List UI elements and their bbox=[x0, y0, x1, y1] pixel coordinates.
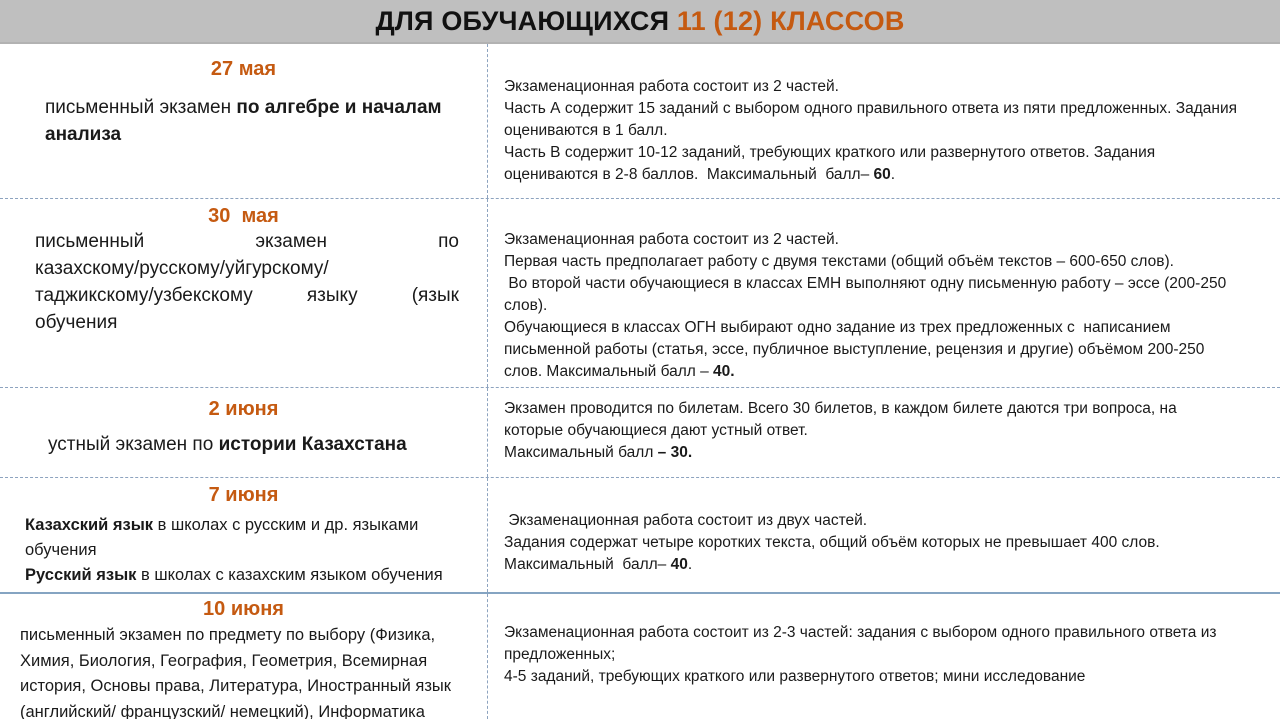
exam-date-cell bbox=[0, 478, 487, 592]
description-text: Часть В содержит 10-12 заданий, требующих краткого или развернутого ответов. Задания оцениваются в 2-8 баллов. Максимальный балл– bbox=[504, 144, 1160, 183]
exam-subject-bold: Казахский язык bbox=[25, 516, 154, 534]
description-line bbox=[504, 273, 1238, 317]
description-text: Экзаменационная работа состоит из 2 частей. bbox=[504, 231, 839, 248]
exam-date-cell bbox=[0, 44, 487, 198]
max-score-value: 60 bbox=[873, 166, 891, 183]
description-text: Задания содержат четыре коротких текста, общий объём которых не превышает 400 слов. bbox=[504, 534, 1160, 551]
description-text: . bbox=[687, 556, 693, 573]
description-line bbox=[504, 317, 1238, 383]
exam-subject bbox=[0, 513, 487, 563]
description-text: Первая часть предполагает работу с двумя текстами (общий объём текстов – 600-650 слов). bbox=[504, 253, 1174, 270]
description-line bbox=[504, 229, 1238, 251]
max-score-value: – 30. bbox=[657, 444, 693, 461]
description-line bbox=[504, 510, 1238, 532]
exam-subject-text: в школах с казахским языком обучения bbox=[136, 566, 443, 584]
exam-subject-line: таджикскому/узбекскому языку (язык bbox=[35, 285, 459, 306]
exam-date: 30 мая bbox=[208, 205, 279, 227]
description-line bbox=[504, 622, 1238, 666]
exam-description-cell bbox=[487, 478, 1280, 592]
exam-date: 10 июня bbox=[203, 598, 284, 620]
exam-date-cell bbox=[0, 199, 487, 387]
table-row-7-june bbox=[0, 478, 1280, 594]
exam-subject bbox=[0, 623, 487, 719]
exam-subject-line: казахскому/русскому/уйгурскому/ bbox=[35, 258, 329, 279]
max-score-value: 40. bbox=[713, 363, 735, 380]
exam-subject-line: письменный экзамен по bbox=[35, 231, 459, 252]
exam-description-cell bbox=[487, 44, 1280, 198]
description-line bbox=[504, 442, 1238, 464]
exam-subject-bold: истории Казахстана bbox=[218, 434, 407, 455]
exam-subject-line: обучения bbox=[35, 312, 118, 333]
title-text: ДЛЯ ОБУЧАЮЩИХСЯ bbox=[375, 5, 677, 36]
exam-date: 27 мая bbox=[210, 58, 277, 80]
table-row-2-june bbox=[0, 388, 1280, 478]
exam-subject bbox=[0, 94, 487, 148]
exam-description-cell bbox=[487, 594, 1280, 719]
description-line bbox=[504, 76, 1238, 98]
exam-subject bbox=[0, 563, 487, 588]
description-text: Максимальный балл– bbox=[504, 556, 671, 573]
exam-subject bbox=[0, 431, 487, 458]
page-title bbox=[375, 6, 904, 37]
exam-date-cell bbox=[0, 388, 487, 477]
description-text: Экзамен проводится по билетам. Всего 30 билетов, в каждом билете даются три вопроса, на которые обучающиеся дают устный ответ. bbox=[504, 400, 1182, 439]
exam-date: 2 июня bbox=[208, 398, 279, 420]
description-text: Экзаменационная работа состоит из 2 частей. bbox=[504, 78, 839, 95]
exam-subject-text: устный экзамен по bbox=[48, 434, 219, 455]
exam-subject-text: письменный экзамен bbox=[45, 97, 237, 118]
exam-date-cell bbox=[0, 594, 487, 719]
description-text: Во второй части обучающиеся в классах ЕМН выполняют одну письменную работу – эссе (200-250 слов). bbox=[504, 275, 1231, 314]
exam-description-cell bbox=[487, 199, 1280, 387]
description-line bbox=[504, 142, 1238, 186]
exam-subject-text: письменный экзамен по предмету по выбору (Физика, Химия, Биология, География, Геометрия, Всемирная история, Основы права, Литература, Иностранный язык (английский/ французский/ немецкий), Информатика bbox=[20, 626, 456, 719]
max-score-value: 40 bbox=[670, 556, 688, 573]
description-text: Экзаменационная работа состоит из 2-3 частей: задания с выбором одного правильного ответа из предложенных; bbox=[504, 624, 1221, 663]
exam-subject-bold: по алгебре и началам анализа bbox=[45, 97, 447, 145]
description-text: Экзаменационная работа состоит из двух частей. bbox=[504, 512, 868, 529]
description-line bbox=[504, 251, 1238, 273]
slide-header bbox=[0, 0, 1280, 44]
description-text: 4-5 заданий, требующих краткого или развернутого ответов; мини исследование bbox=[504, 668, 1086, 685]
description-text: Максимальный балл bbox=[504, 444, 658, 461]
exam-date: 7 июня bbox=[208, 484, 279, 506]
description-line bbox=[504, 666, 1238, 688]
description-line bbox=[504, 554, 1238, 576]
description-line bbox=[504, 98, 1242, 142]
description-text: Часть А содержит 15 заданий с выбором одного правильного ответа из пяти предложенных. Задания оцениваются в 1 балл. bbox=[504, 100, 1242, 139]
exam-description-cell bbox=[487, 388, 1280, 477]
description-text: . bbox=[890, 166, 896, 183]
exam-schedule-table bbox=[0, 44, 1280, 719]
description-line bbox=[504, 398, 1238, 442]
title-grade-highlight: 11 (12) КЛАССОВ bbox=[676, 5, 905, 36]
table-row-30-may bbox=[0, 199, 1280, 388]
description-text: Обучающиеся в классах ОГН выбирают одно задание из трех предложенных с написанием письменной работы (статья, эссе, публичное выступление, рецензия и другие) объёмом 200-250 слов. Максимальный балл – bbox=[504, 319, 1209, 380]
table-row-27-may bbox=[0, 44, 1280, 199]
exam-subject-text: в школах с русским и др. языками обучения bbox=[25, 516, 423, 559]
description-line bbox=[504, 532, 1238, 554]
table-row-10-june bbox=[0, 594, 1280, 719]
exam-subject-bold: Русский язык bbox=[25, 566, 137, 584]
